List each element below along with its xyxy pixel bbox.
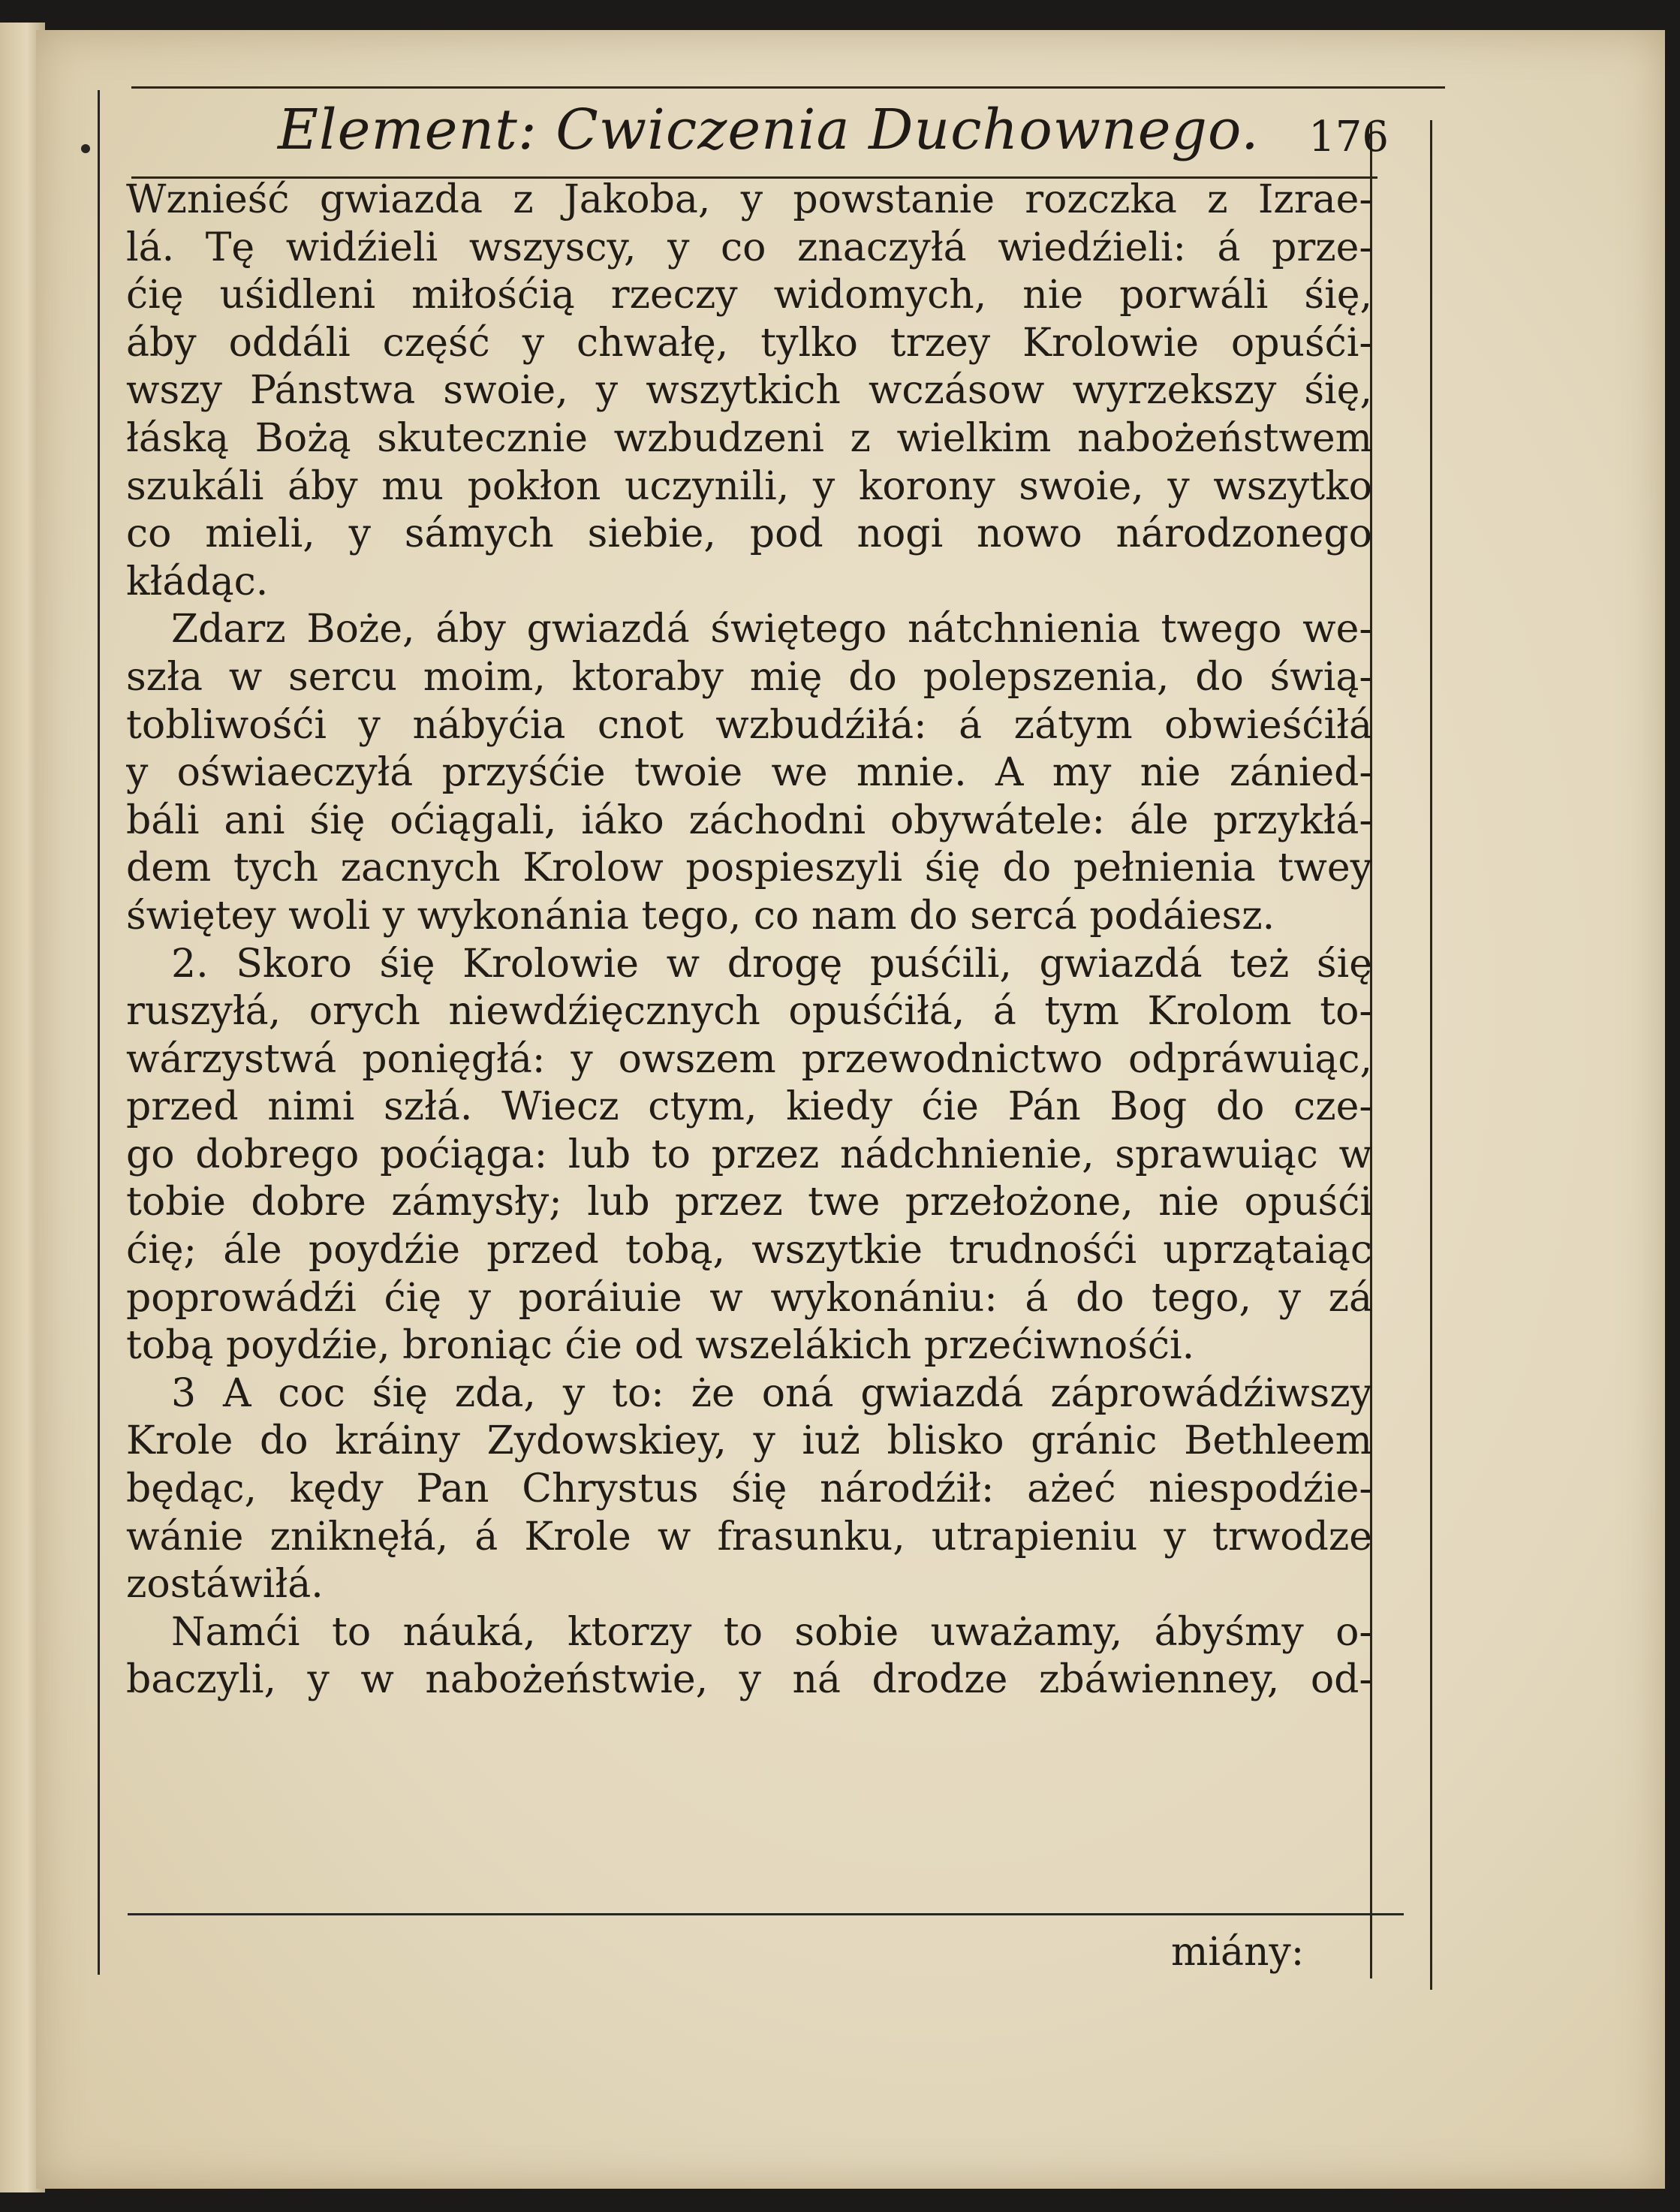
text-line: kłádąc. [126,559,269,604]
text-line: Namći to náuká, ktorzy to sobie uważamy, ábyśmy o- [171,1609,1372,1655]
running-header [278,98,1389,173]
text-line: ćię; ále poydźie przed tobą, wszytkie trudnośći uprzątaiąc [126,1228,1372,1273]
text-line: wszy Pánstwa swoie, y wszytkich wczásow wyrzekszy śię, [126,368,1372,414]
text-line: co mieli, y sámych siebie, pod nogi nowo národzonego [126,511,1372,557]
frame-right-rule [1430,120,1432,1990]
frame-left-rule [98,90,100,1975]
text-line: ćię uśidleni miłośćią rzeczy widomych, nie porwáli śię, [126,273,1372,318]
text-line: poprowádźi ćię y poráiuie w wykonániu: á do tego, y zá [126,1275,1372,1321]
text-line: ruszyłá, orych niewdźięcznych opuśćiłá, á tym Krolom to- [126,989,1372,1035]
text-line: áby oddáli część y chwałę, tylko trzey Krolowie opuśći- [126,320,1372,366]
text-line: 3 A coc śię zda, y to: że oná gwiazdá záprowádźiwszy [171,1370,1372,1416]
text-line: Zdarz Boże, áby gwiazdá świętego nátchnienia twego we- [171,607,1372,652]
header-title: Element: Cwiczenia Duchownego. [278,98,1260,162]
text-line: wánie zniknęłá, á Krole w frasunku, utrapieniu y trwodze [126,1514,1372,1560]
body-text [126,176,1372,1704]
margin-dot [81,144,90,153]
text-line: zostáwiłá. [126,1562,324,1608]
text-line: báli ani śię oćiągali, iáko záchodni obywátele: ále przykłá- [126,797,1372,843]
text-line: szła w sercu moim, ktoraby mię do polepszenia, do świą- [126,654,1372,700]
frame-bottom-rule [128,1913,1404,1915]
text-line: Krole do kráiny Zydowskiey, y iuż blisko gránic Bethleem [126,1418,1372,1464]
text-line: baczyli, y w nabożeństwie, y ná drodze zbáwienney, od- [126,1657,1372,1703]
text-line: tobliwośći y nábyćia cnot wzbudźiłá: á zátym obwieśćiłá [126,702,1372,748]
catchword: miány: [1171,1930,1305,1975]
text-line: go dobrego poćiąga: lub to przez nádchnienie, sprawuiąc w [126,1132,1372,1177]
text-line: tobie dobre zámysły; lub przez twe przełożone, nie opuśći [126,1180,1372,1225]
text-line: tobą poydźie, broniąc ćie od wszelákich przećiwnośći. [126,1323,1195,1369]
text-line: wárzystwá ponięgłá: y owszem przewodnictwo odpráwuiąc, [126,1036,1372,1082]
text-line: przed nimi szłá. Wiecz ctym, kiedy ćie Pán Bog do cze- [126,1084,1372,1130]
page-number: 176 [1308,113,1389,161]
text-line: dem tych zacnych Krolow pospieszyli śię do pełnienia twey [126,845,1372,891]
text-line: y oświaeczyłá przyśćie twoie we mnie. A my nie zánied- [126,750,1372,796]
text-line: Wznieść gwiazda z Jakoba, y powstanie rozczka z Izrae- [126,177,1372,222]
text-line: 2. Skoro śię Krolowie w drogę puśćili, gwiazdá też śię [171,941,1372,987]
text-line: szukáli áby mu pokłon uczynili, y korony swoie, y wszytko [126,463,1372,509]
text-line: łáską Bożą skutecznie wzbudzeni z wielkim nabożeństwem [126,415,1372,461]
text-line: świętey woli y wykonánia tego, co nam do sercá podáiesz. [126,893,1275,939]
frame-top-rule [131,86,1445,89]
text-line: lá. Tę widźieli wszyscy, y co znaczyłá wiedźieli: á prze- [126,225,1372,270]
text-line: będąc, kędy Pan Chrystus śię národźił: ażeć niespodźie- [126,1466,1372,1512]
